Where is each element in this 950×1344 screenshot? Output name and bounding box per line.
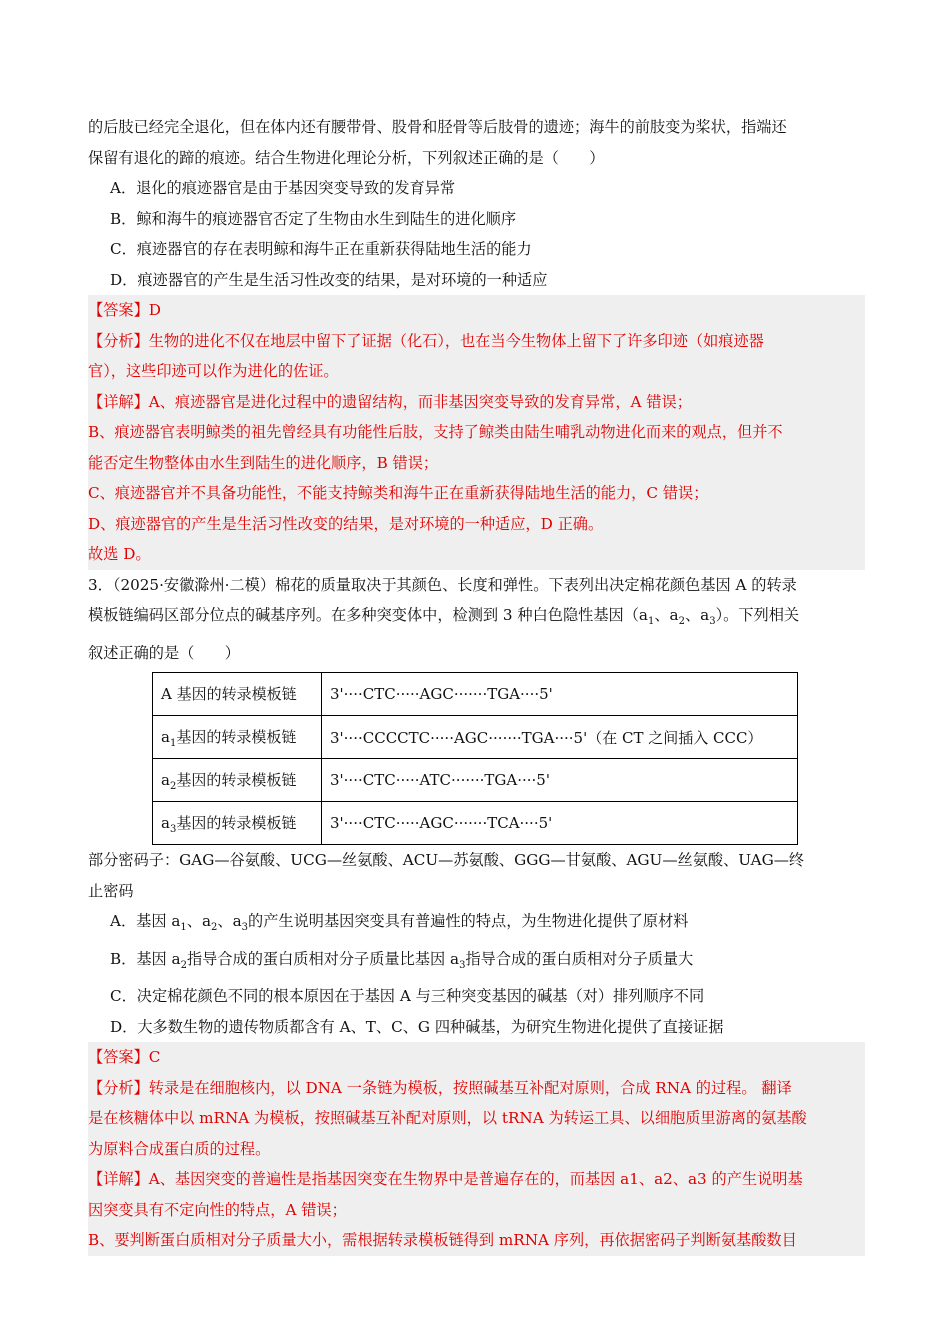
option-c: C．痕迹器官的存在表明鲸和海牛正在重新获得陆地生活的能力 (110, 240, 532, 258)
option-d: D．痕迹器官的产生是生活习性改变的结果，是对环境的一种适应 (110, 270, 548, 289)
sequence-cell: 3'····CTC·····ATC·······TGA····5' (322, 759, 798, 802)
detail-line: 因突变具有不定向性的特点，A 错误； (88, 1200, 347, 1219)
answer-block-q3 (88, 1042, 865, 1256)
codon-note: 止密码 (88, 881, 134, 900)
sequence-cell: 3'····CTC·····AGC·······TGA····5' (322, 673, 798, 716)
intro-line: 保留有退化的蹄的痕迹。结合生物进化理论分析，下列叙述正确的是（ ） (88, 148, 605, 167)
sequence-cell: 3'····CCCCTC·····AGC·······TGA····5'（在 CT 之间插入 CCC） (322, 716, 798, 759)
answer-block-q2 (88, 295, 865, 570)
question-stem: 3．（2025·安徽滁州·二模）棉花的质量取决于其颜色、长度和弹性。下表列出决定棉花颜色基因 A 的转录 (88, 575, 797, 594)
gene-name-cell: $a_3$基因的转录模板链 (153, 802, 322, 845)
detail-line: 【详解】A、基因突变的普遍性是指基因突变在生物界中是普遍存在的，而基因 a1、a2、a3 的产生说明基 (88, 1170, 803, 1189)
analysis-line: 【分析】生物的进化不仅在地层中留下了证据（化石），也在当今生物体上留下了许多印迹（如痕迹器 (88, 331, 764, 350)
table-row (153, 802, 798, 845)
detail-line: B、要判断蛋白质相对分子质量大小，需根据转录模板链得到 mRNA 序列，再依据密码子判断氨基酸数目 (88, 1231, 797, 1250)
detail-line: C、痕迹器官并不具备功能性，不能支持鲸类和海牛正在重新获得陆地生活的能力，C 错误； (88, 484, 709, 502)
codon-note: 部分密码子：GAG—谷氨酸、UCG—丝氨酸、ACU—苏氨酸、GGG—甘氨酸、AGU—丝氨酸、UAG—终 (88, 851, 805, 870)
document-page (88, 112, 865, 1256)
gene-name-cell: A 基因的转录模板链 (153, 673, 322, 716)
option-b: B．鲸和海牛的痕迹器官否定了生物由水生到陆生的进化顺序 (110, 209, 517, 228)
analysis-line: 是在核糖体中以 mRNA 为模板，按照碱基互补配对原则，以 tRNA 为转运工具、以细胞质里游离的氨基酸 (88, 1109, 807, 1128)
conclusion-line: 故选 D。 (88, 545, 151, 563)
detail-line: D、痕迹器官的产生是生活习性改变的结果，是对环境的一种适应，D 正确。 (88, 514, 604, 533)
option-d: D．大多数生物的遗传物质都含有 A、T、C、G 四种碱基，为研究生物进化提供了直接证据 (110, 1017, 724, 1036)
gene-sequence-table (152, 672, 798, 845)
analysis-line: 为原料合成蛋白质的过程。 (88, 1139, 271, 1158)
table-row (153, 759, 798, 802)
table-row (153, 673, 798, 716)
gene-name-cell: $a_2$基因的转录模板链 (153, 759, 322, 802)
answer-line: 【答案】C (88, 1048, 161, 1067)
answer-line: 【答案】D (88, 301, 161, 319)
table-row (153, 716, 798, 759)
question-stem: 叙述正确的是（ ） (88, 643, 240, 662)
detail-line: 能否定生物整体由水生到陆生的进化顺序，B 错误； (88, 453, 439, 472)
sequence-cell: 3'····CTC·····AGC·······TCA····5' (322, 802, 798, 845)
option-c: C．决定棉花颜色不同的根本原因在于基因 A 与三种突变基因的碱基（对）排列顺序不同 (110, 987, 705, 1006)
gene-name-cell: $a_1$基因的转录模板链 (153, 716, 322, 759)
detail-line: 【详解】A、痕迹器官是进化过程中的遗留结构，而非基因突变导致的发育异常，A 错误； (88, 392, 692, 411)
option-b: B．基因 $a_2$指导合成的蛋白质相对分子质量比基因 $a_3$指导合成的蛋白质相对分子质量大 (110, 949, 694, 971)
question-stem: 模板链编码区部分位点的碱基序列。在多种突变体中，检测到 3 种白色隐性基因（$a_1$、$a_2$、$a_3$）。下列相关 (88, 606, 800, 628)
analysis-line: 官），这些印迹可以作为进化的佐证。 (88, 362, 339, 380)
analysis-line: 【分析】转录是在细胞核内，以 DNA 一条链为模板，按照碱基互补配对原则，合成 RNA 的过程。 翻译 (88, 1078, 792, 1097)
option-a: A．基因 $a_1$、$a_2$、$a_3$的产生说明基因突变具有普遍性的特点，为生物进化提供了原材料 (110, 912, 689, 934)
option-a: A．退化的痕迹器官是由于基因突变导致的发育异常 (110, 179, 456, 197)
detail-line: B、痕迹器官表明鲸类的祖先曾经具有功能性后肢，支持了鲸类由陆生哺乳动物进化而来的观点，但并不 (88, 423, 783, 441)
intro-line: 的后肢已经完全退化，但在体内还有腰带骨、股骨和胫骨等后肢骨的遗迹；海牛的前肢变为桨状，指端还 (88, 118, 787, 136)
